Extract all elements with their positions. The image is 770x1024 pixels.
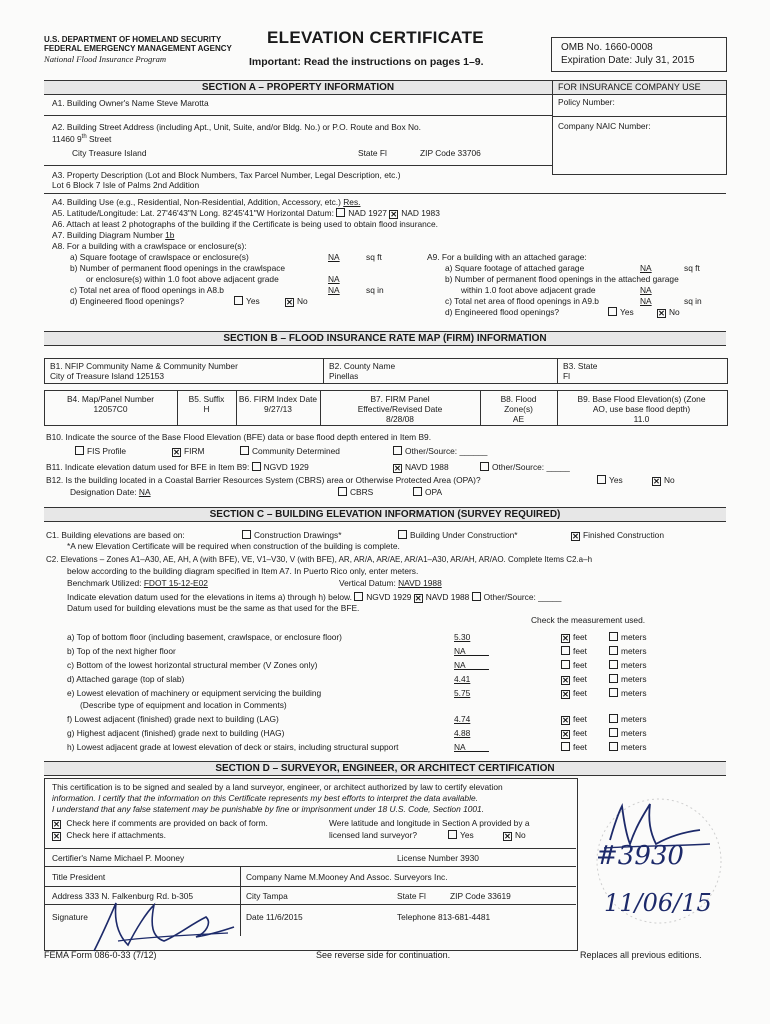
certification-text-2: information. I certify that the information on this Certificate represents my best efforts to interpret the data available. [52, 793, 478, 803]
b12-label: B12. Is the building located in a Coastal Barrier Resources System (CBRS) area or Otherwise Protected Area (OPA)? [46, 475, 481, 485]
meters-checkbox[interactable] [609, 688, 618, 697]
agency-name: FEDERAL EMERGENCY MANAGEMENT AGENCY [44, 44, 232, 53]
elevation-item-meters: meters [609, 660, 647, 670]
b9-label: B9. Base Flood Elevation(s) (Zone [577, 394, 706, 404]
c1-label: C1. Building elevations are based on: [46, 530, 185, 540]
b11-navd: ✕ NAVD 1988 [394, 462, 449, 473]
b12-cbrs-checkbox[interactable] [338, 487, 347, 496]
elevation-item-meters: meters [609, 674, 647, 684]
dept-name: U.S. DEPARTMENT OF HOMELAND SECURITY [44, 35, 222, 44]
c2-navd-checkbox[interactable]: ✕ [414, 594, 422, 603]
c1-finished: ✕ Finished Construction [572, 530, 664, 541]
b2-value: Pinellas [329, 371, 359, 381]
check-measurement: Check the measurement used. [531, 615, 646, 625]
a9b-label: b) Number of permanent flood openings in the attached garage [445, 274, 679, 284]
meters-checkbox[interactable] [609, 632, 618, 641]
meters-checkbox[interactable] [609, 674, 618, 683]
elevation-item-label: g) Highest adjacent (finished) grade next to building (HAG) [67, 728, 285, 738]
b12-no: ✕ No [653, 475, 675, 486]
elevation-item-label: e) Lowest elevation of machinery or equipment servicing the building [67, 688, 322, 698]
meters-checkbox[interactable] [609, 714, 618, 723]
a8c-value: NA [328, 285, 340, 295]
b11-ngvd-checkbox[interactable] [252, 462, 261, 471]
elevation-item-feet: ✕ feet [562, 728, 587, 739]
elevation-item-value: NA_____ [454, 742, 489, 752]
certification-date: Date 11/6/2015 [246, 912, 303, 922]
vertical-datum: Vertical Datum: NAVD 1988 [339, 578, 442, 588]
b8-label: B8. Flood [500, 394, 537, 404]
elevation-item-meters: meters [609, 728, 647, 738]
c1-finished-checkbox[interactable]: ✕ [572, 532, 579, 541]
a9d-no-checkbox[interactable]: ✕ [658, 309, 665, 318]
continuation-note: See reverse side for continuation. [316, 950, 451, 960]
company-name: Company Name M.Mooney And Assoc. Surveyors Inc. [246, 872, 448, 882]
b12-cbrs: CBRS [338, 487, 373, 497]
latlong-no: ✕ No [504, 830, 526, 841]
a8d-no-checkbox[interactable]: ✕ [286, 298, 293, 307]
form-number: FEMA Form 086-0-33 (7/12) [44, 950, 157, 960]
elevation-item-label: b) Top of the next higher floor [67, 646, 176, 656]
latlong-question: Were latitude and longitude in Section A provided by a [329, 818, 530, 828]
a2-address-label: A2. Building Street Address (including Apt., Unit, Suite, and/or Bldg. No.) or P.O. Route and Box No. [52, 122, 422, 132]
b7-value: 8/28/08 [386, 414, 414, 424]
a8d-label: d) Engineered flood openings? [70, 296, 185, 306]
b6-label: B6. FIRM Index Date [238, 394, 318, 404]
b7-label: B7. FIRM Panel [370, 394, 430, 404]
b8-value: AE [512, 414, 525, 424]
b11-other-checkbox[interactable] [480, 462, 489, 471]
feet-checkbox[interactable] [561, 660, 570, 669]
c1-construction: Construction Drawings* [242, 530, 342, 540]
a9d-label: d) Engineered flood openings? [445, 307, 560, 317]
b6-value: 9/27/13 [264, 404, 292, 414]
b11-other: Other/Source: _____ [480, 462, 570, 472]
b12-yes: Yes [597, 475, 623, 485]
elevation-item-meters: meters [609, 714, 647, 724]
a9-header: A9. For a building with an attached garage: [427, 252, 587, 262]
certifier-state: State Fl [397, 891, 426, 901]
elevation-item-feet: feet [561, 646, 587, 656]
elevation-item-value: 5.75 [454, 688, 471, 698]
b12-designation: Designation Date: NA [70, 487, 151, 497]
latlong-yes: Yes [448, 830, 474, 840]
feet-checkbox[interactable]: ✕ [562, 634, 569, 643]
elevation-item-meters: meters [609, 742, 647, 752]
a9c-value: NA [640, 296, 652, 306]
latlong-question-2: licensed land surveyor? [329, 830, 417, 840]
b7-label-2: Effective/Revised Date [357, 404, 443, 414]
form-title: ELEVATION CERTIFICATE [267, 28, 484, 47]
license-number: License Number 3930 [397, 853, 479, 863]
c2-label-2: below according to the building diagram specified in Item A7. In Puerto Rico only, enter meters. [67, 566, 419, 576]
c2-datum-note: Datum used for building elevations must be the same as that used for the BFE. [67, 603, 360, 613]
certification-text-3: I understand that any false statement may be punishable by fine or imprisonment under 18 U.S. Code, Section 1001. [52, 804, 485, 814]
important-note: Important: Read the instructions on pages 1–9. [249, 56, 484, 68]
b9-label-2: AO, use base flood depth) [592, 404, 691, 414]
b4-value: 12057C0 [93, 404, 128, 414]
meters-checkbox[interactable] [609, 646, 618, 655]
certifier-title: Title President [52, 872, 106, 882]
elevation-item-feet: ✕ feet [562, 674, 587, 685]
feet-checkbox[interactable] [561, 742, 570, 751]
elevation-item-feet: ✕ feet [562, 714, 587, 725]
b8-label-2: Zone(s) [504, 404, 533, 414]
a3-description-label: A3. Property Description (Lot and Block Numbers, Tax Parcel Number, Legal Description, etc.) [52, 170, 401, 180]
a9a-unit: sq ft [684, 263, 700, 273]
b11-label: B11. Indicate elevation datum used for BFE in Item B9: NGVD 1929 [46, 462, 309, 472]
omb-number: OMB No. 1660-0008 [561, 42, 653, 53]
a9d-yes: Yes [608, 307, 634, 317]
feet-checkbox[interactable]: ✕ [562, 676, 569, 685]
b10-fis: FIS Profile [75, 446, 126, 456]
company-naic-number: Company NAIC Number: [558, 121, 651, 131]
c2-ngvd-checkbox[interactable] [354, 592, 363, 601]
c1-under-construction: Building Under Construction* [398, 530, 518, 540]
elevation-item-feet: ✕ feet [562, 632, 587, 643]
b5-value: H [203, 404, 210, 414]
certification-text-1: This certification is to be signed and sealed by a land surveyor, engineer, or architect authorized by law to certify elevation [52, 782, 503, 792]
a8d-yes-checkbox[interactable] [234, 296, 243, 305]
a8a-label: a) Square footage of crawlspace or enclosure(s) [70, 252, 249, 262]
b1-label: B1. NFIP Community Name & Community Number [50, 361, 238, 371]
elevation-item-label: h) Lowest adjacent grade at lowest elevation of deck or stairs, including structural support [67, 742, 399, 752]
b12-yes-checkbox[interactable] [597, 475, 606, 484]
a8c-label: c) Total net area of flood openings in A8.b [70, 285, 224, 295]
nad1927-checkbox[interactable] [336, 208, 345, 217]
elevation-item-feet: feet [561, 742, 587, 752]
b10-community: Community Determined [240, 446, 340, 456]
seal-date: 11/06/15 [604, 889, 712, 917]
certifier-address: Address 333 N. Falkenburg Rd. b-305 [52, 891, 194, 901]
a8d-no: ✕ No [286, 296, 308, 307]
a8a-value: NA [328, 252, 340, 262]
section-c-title: SECTION C – BUILDING ELEVATION INFORMATION (SURVEY REQUIRED) [44, 507, 726, 522]
b10-firm-checkbox[interactable]: ✕ [173, 448, 180, 457]
a6-photographs: A6. Attach at least 2 photographs of the building if the Certificate is being used to obtain flood insurance. [52, 219, 438, 229]
elevation-item-feet: feet [561, 660, 587, 670]
a9d-yes-checkbox[interactable] [608, 307, 617, 316]
c2-label: C2. Elevations – Zones A1–A30, AE, AH, A (with BFE), VE, V1–V30, V (with BFE), AR, AR/A, AR/AE, AR/A1–A30, AR/AH, AR/AO. Complete Items C2.a–h [46, 555, 593, 564]
b3-label: B3. State [563, 361, 598, 371]
c2e-note: (Describe type of equipment and location in Comments) [80, 700, 287, 710]
a2-state: State Fl [358, 148, 387, 158]
elevation-item-value: NA_____ [454, 660, 489, 670]
a8d-yes: Yes [234, 296, 260, 306]
elevation-item-value: 4.74 [454, 714, 471, 724]
elevation-item-feet: ✕ feet [562, 688, 587, 699]
b10-other: Other/Source: ______ [393, 446, 487, 456]
latlong-no-checkbox[interactable]: ✕ [504, 832, 511, 841]
c1-under-construction-checkbox[interactable] [398, 530, 407, 539]
comments-check: ✕ Check here if comments are provided on back of form. [53, 818, 268, 829]
b10-other-checkbox[interactable] [393, 446, 402, 455]
elevation-item-value: 5.30 [454, 632, 471, 642]
meters-checkbox[interactable] [609, 742, 618, 751]
a2-address-value: 11460 9th Street [52, 133, 112, 144]
a9b-label-2: within 1.0 foot above adjacent grade [461, 285, 596, 295]
a2-zip: ZIP Code 33706 [420, 148, 481, 158]
elevation-item-value: 4.88 [454, 728, 471, 738]
b3-value: Fl [563, 371, 570, 381]
b4-label: B4. Map/Panel Number [66, 394, 155, 404]
expiration-date: Expiration Date: July 31, 2015 [561, 55, 695, 66]
section-b-title: SECTION B – FLOOD INSURANCE RATE MAP (FIRM) INFORMATION [44, 331, 726, 346]
a9c-label: c) Total net area of flood openings in A9.b [445, 296, 599, 306]
a8-header: A8. For a building with a crawlspace or enclosure(s): [52, 241, 247, 251]
a9c-unit: sq in [684, 296, 702, 306]
b12-opa: OPA [413, 487, 442, 497]
c2-indicate-datum: Indicate elevation datum used for the elevations in items a) through h) below. NGVD 1929 ✕ NAVD 1988 Other/Source: _____ [67, 592, 562, 603]
a8b-label-2: or enclosure(s) within 1.0 foot above adjacent grade [86, 274, 279, 284]
attachments-check: ✕ Check here if attachments. [53, 830, 166, 841]
elevation-item-label: a) Top of bottom floor (including basement, crawlspace, or enclosure floor) [67, 632, 342, 642]
meters-checkbox[interactable] [609, 660, 618, 669]
a1-owner: A1. Building Owner's Name Steve Marotta [52, 98, 209, 108]
elevation-item-meters: meters [609, 632, 647, 642]
c2-other-checkbox[interactable] [472, 592, 481, 601]
benchmark: Benchmark Utilized: FDOT 15-12-E02 [67, 578, 208, 588]
feet-checkbox[interactable]: ✕ [562, 690, 569, 699]
section-a-title: SECTION A – PROPERTY INFORMATION [44, 80, 552, 95]
elevation-item-meters: meters [609, 688, 647, 698]
elevation-item-label: f) Lowest adjacent (finished) grade next to building (LAG) [67, 714, 279, 724]
b1-value: City of Treasure Island 125153 [50, 371, 165, 381]
a9b-value: NA [640, 285, 652, 295]
a5-latlong: A5. Latitude/Longitude: Lat. 27'46'43"N Long. 82'45'41"W Horizontal Datum: NAD 1927 ✕ NAD 1983 [52, 208, 440, 219]
b10-label: B10. Indicate the source of the Base Flood Elevation (BFE) data or base flood depth entered in Item B9. [46, 432, 432, 442]
feet-checkbox[interactable]: ✕ [562, 716, 569, 725]
elevation-item-meters: meters [609, 646, 647, 656]
a9a-value: NA [640, 263, 652, 273]
nad1983-checkbox[interactable]: ✕ [390, 210, 398, 219]
a3-description-value: Lot 6 Block 7 Isle of Palms 2nd Addition [52, 180, 200, 190]
telephone: Telephone 813-681-4481 [397, 912, 491, 922]
b10-firm: ✕ FIRM [173, 446, 205, 457]
b11-navd-checkbox[interactable]: ✕ [394, 464, 401, 473]
policy-number: Policy Number: [558, 97, 615, 107]
c1-note: *A new Elevation Certificate will be required when construction of the building is complete. [67, 541, 400, 551]
certifier-zip: ZIP Code 33619 [450, 891, 511, 901]
b9-value: 11.0 [633, 414, 650, 424]
b12-opa-checkbox[interactable] [413, 487, 422, 496]
a7-diagram-number: A7. Building Diagram Number 1b [52, 230, 175, 240]
b2-label: B2. County Name [329, 361, 396, 371]
elevation-item-value: NA_____ [454, 646, 489, 656]
b10-community-checkbox[interactable] [240, 446, 249, 455]
a8a-unit: sq ft [366, 252, 382, 262]
elevation-item-value: 4.41 [454, 674, 471, 684]
a2-city: City Treasure Island [72, 148, 147, 158]
a9a-label: a) Square footage of attached garage [445, 263, 585, 273]
elevation-item-label: d) Attached garage (top of slab) [67, 674, 185, 684]
feet-checkbox[interactable]: ✕ [562, 730, 569, 739]
seal-license: #3930 [596, 841, 684, 871]
b5-label: B5. Suffix [188, 394, 225, 404]
a8b-label: b) Number of permanent flood openings in the crawlspace [70, 263, 286, 273]
meters-checkbox[interactable] [609, 728, 618, 737]
a8c-unit: sq in [366, 285, 384, 295]
feet-checkbox[interactable] [561, 646, 570, 655]
certifier-name: Certifier's Name Michael P. Mooney [52, 853, 185, 863]
a8b-value: NA [328, 274, 340, 284]
b12-no-checkbox[interactable]: ✕ [653, 477, 660, 486]
certifier-city: City Tampa [246, 891, 288, 901]
b10-fis-checkbox[interactable] [75, 446, 84, 455]
attachments-checkbox[interactable]: ✕ [53, 832, 60, 841]
a4-building-use: A4. Building Use (e.g., Residential, Non-Residential, Addition, Accessory, etc.) Res. [52, 197, 361, 207]
elevation-item-label: c) Bottom of the lowest horizontal structural member (V Zones only) [67, 660, 318, 670]
signature-label: Signature [52, 912, 88, 922]
comments-checkbox[interactable]: ✕ [53, 820, 60, 829]
insurance-use-label: FOR INSURANCE COMPANY USE [558, 82, 701, 92]
a9d-no: ✕ No [658, 307, 680, 318]
c1-construction-checkbox[interactable] [242, 530, 251, 539]
latlong-yes-checkbox[interactable] [448, 830, 457, 839]
program-name: National Flood Insurance Program [44, 54, 167, 64]
replaces-note: Replaces all previous editions. [580, 950, 702, 960]
certifier-signature [88, 895, 238, 957]
section-d-title: SECTION D – SURVEYOR, ENGINEER, OR ARCHITECT CERTIFICATION [44, 761, 726, 776]
